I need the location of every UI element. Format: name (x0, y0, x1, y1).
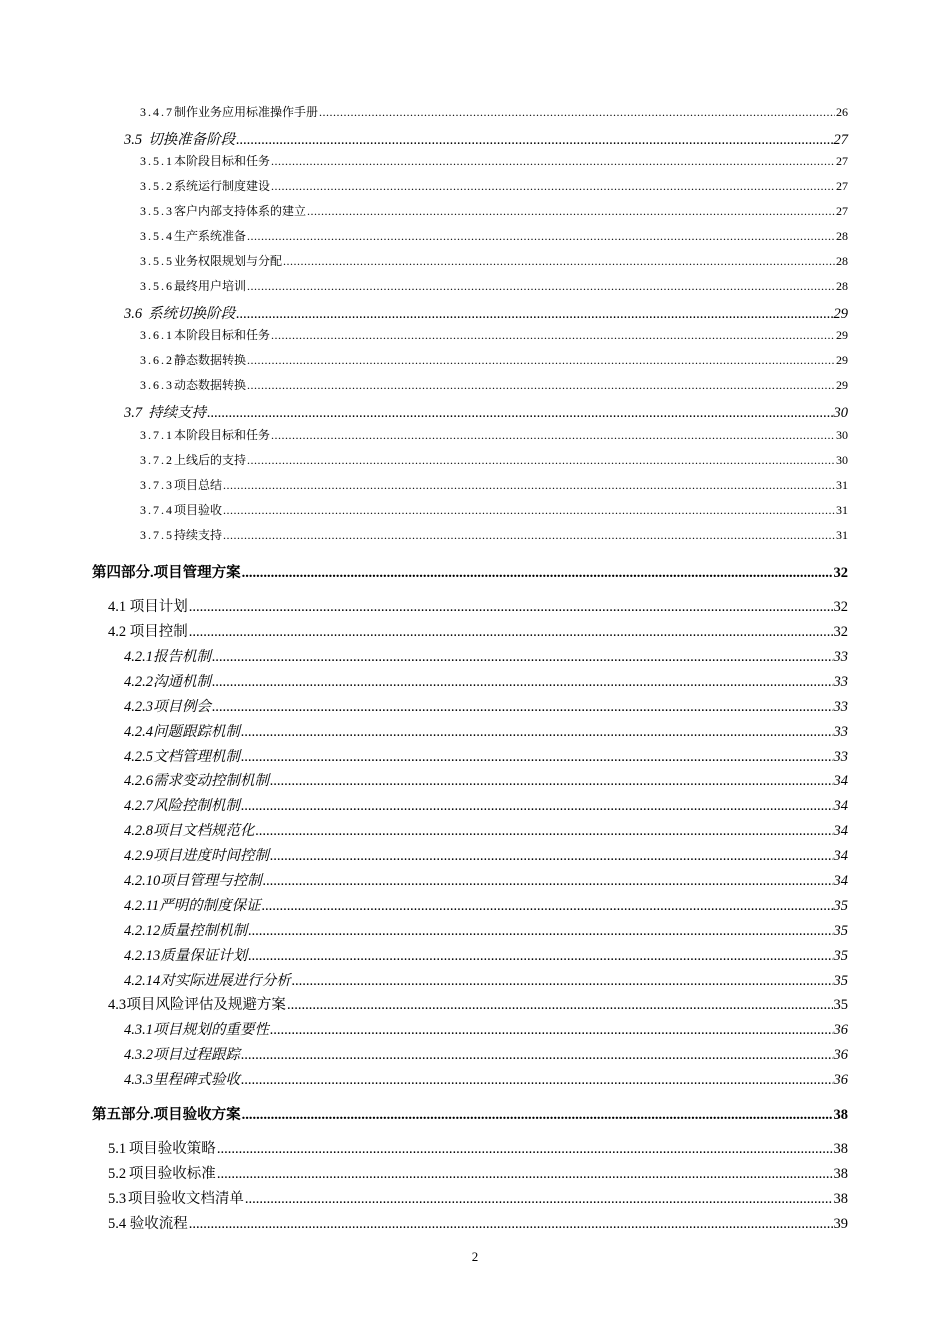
dot-leader (189, 624, 833, 641)
toc-entry-number: 3.7 (124, 405, 143, 421)
dot-leader (212, 699, 833, 716)
dot-leader (263, 873, 833, 890)
toc-entry-number: 第五部分. (92, 1107, 154, 1123)
toc-entry-page: 30 (836, 428, 848, 442)
toc-entry-title: 项目总结 (174, 478, 223, 492)
dot-leader (236, 306, 832, 323)
toc-entry-title: 静态数据转换 (174, 353, 247, 367)
dot-leader (189, 1216, 833, 1233)
dot-leader (271, 154, 835, 169)
toc-entry-title: 质量控制机制 (160, 923, 248, 939)
toc-entry-page: 33 (833, 649, 848, 665)
toc-entry-page: 38 (833, 1166, 848, 1182)
dot-leader (223, 528, 835, 543)
toc-entry-number: 第四部分. (92, 565, 154, 581)
dot-leader (241, 798, 833, 815)
toc-entry-number: 5.1 (108, 1141, 127, 1157)
dot-leader (189, 599, 833, 616)
dot-leader (207, 405, 832, 422)
dot-leader (271, 328, 835, 343)
toc-entry-title: 验收流程 (129, 1216, 188, 1232)
toc-entry-page: 38 (833, 1191, 848, 1207)
toc-entry-number: 3.5.6 (140, 279, 174, 293)
toc-entry-title: 持续支持 (174, 528, 223, 542)
toc-entry-number: 3.5.2 (140, 179, 174, 193)
toc-entry[interactable] (124, 695, 848, 716)
toc-entry-page: 33 (833, 724, 848, 740)
toc-entry-page: 33 (833, 749, 848, 765)
toc-entry-number: 3.7.2 (140, 453, 174, 467)
toc-entry-number: 4.2.14 (124, 973, 161, 989)
dot-leader (241, 1047, 833, 1064)
toc-entry-title: 客户内部支持体系的建立 (174, 204, 307, 218)
toc-entry-page: 32 (833, 565, 848, 581)
toc-entry[interactable] (124, 919, 848, 940)
toc-entry-page: 27 (836, 204, 848, 218)
dot-leader (241, 724, 833, 741)
toc-entry-page: 33 (833, 674, 848, 690)
toc-entry[interactable] (140, 277, 848, 294)
dot-leader (223, 503, 835, 518)
toc-entry-title: 项目规划的重要性 (153, 1022, 269, 1038)
toc-entry-title: 项目管理与控制 (160, 873, 262, 889)
toc-entry[interactable] (124, 670, 848, 691)
toc-entry-page: 27 (833, 132, 848, 148)
toc-entry-page: 36 (833, 1072, 848, 1088)
toc-entry-title: 业务权限规划与分配 (174, 254, 283, 268)
toc-entry-title: 风险控制机制 (153, 798, 240, 814)
toc-entry-number: 4.2.2 (124, 674, 153, 690)
toc-entry-page: 28 (836, 229, 848, 243)
toc-entry-number: 4.2.7 (124, 798, 153, 814)
toc-entry[interactable] (124, 302, 848, 323)
toc-entry-page: 38 (833, 1141, 848, 1157)
dot-leader (248, 923, 832, 940)
toc-entry-title: 严明的制度保证 (159, 898, 261, 914)
toc-entry-number: 5.3 (108, 1191, 127, 1207)
toc-entry[interactable] (124, 745, 848, 766)
dot-leader (247, 279, 835, 294)
dot-leader (248, 948, 832, 965)
toc-entry-title: 里程碑式验收 (153, 1072, 240, 1088)
toc-entry-number: 4.1 (108, 599, 127, 615)
toc-entry-number: 3.6.1 (140, 328, 174, 342)
toc-entry-page: 35 (833, 898, 848, 914)
toc-entry[interactable] (140, 526, 848, 543)
toc-entry-number: 4.3.1 (124, 1022, 153, 1038)
toc-entry[interactable] (140, 252, 848, 269)
toc-entry-page: 32 (833, 599, 848, 615)
toc-entry-page: 36 (833, 1022, 848, 1038)
toc-entry[interactable] (140, 426, 848, 443)
toc-entry-page: 29 (836, 328, 848, 342)
toc-entry-page: 31 (836, 503, 848, 517)
toc-entry[interactable] (108, 993, 848, 1014)
toc-entry-page: 35 (833, 997, 848, 1013)
toc-entry-page: 33 (833, 699, 848, 715)
dot-leader (217, 1141, 833, 1158)
toc-entry[interactable] (124, 1068, 848, 1089)
toc-entry[interactable] (140, 202, 848, 219)
dot-leader (236, 132, 832, 149)
dot-leader (292, 973, 833, 990)
toc-entry-page: 34 (833, 823, 848, 839)
toc-entry[interactable] (124, 128, 848, 149)
toc-entry-number: 3.7.5 (140, 528, 174, 542)
toc-entry[interactable] (140, 351, 848, 368)
toc-entry-title: 项目控制 (129, 624, 188, 640)
toc-entry[interactable] (124, 844, 848, 865)
toc-entry-page: 31 (836, 478, 848, 492)
toc-entry-title: 系统切换阶段 (148, 306, 236, 322)
dot-leader (287, 997, 833, 1014)
toc-entry-title: 本阶段目标和任务 (174, 328, 271, 342)
toc-entry-page: 32 (833, 624, 848, 640)
toc-entry-title: 项目进度时间控制 (153, 848, 269, 864)
toc-entry-title: 报告机制 (153, 649, 211, 665)
toc-entry[interactable] (108, 1212, 848, 1233)
toc-entry-title: 项目验收 (174, 503, 223, 517)
toc-entry-page: 29 (833, 306, 848, 322)
toc-entry[interactable] (124, 894, 848, 915)
toc-entry-number: 4.2.10 (124, 873, 161, 889)
toc-entry-number: 4.2.3 (124, 699, 153, 715)
toc-entry-page: 28 (836, 279, 848, 293)
toc-entry[interactable] (108, 620, 848, 641)
dot-leader (256, 823, 833, 840)
toc-entry-number: 3.4.7 (140, 105, 174, 119)
toc-entry[interactable] (140, 326, 848, 343)
toc-entry-number: 3.7.4 (140, 503, 174, 517)
dot-leader (223, 478, 835, 493)
toc-entry-title: 本阶段目标和任务 (174, 154, 271, 168)
toc-entry-title: 问题跟踪机制 (153, 724, 240, 740)
dot-leader (217, 1166, 833, 1183)
dot-leader (242, 1107, 833, 1124)
dot-leader (319, 105, 835, 120)
dot-leader (270, 1022, 833, 1039)
toc-entry[interactable] (140, 177, 848, 194)
toc-entry-page: 34 (833, 848, 848, 864)
toc-entry-title: 需求变动控制机制 (153, 773, 269, 789)
dot-leader (245, 1191, 833, 1208)
toc-entry[interactable] (124, 869, 848, 890)
toc-entry-page: 27 (836, 179, 848, 193)
toc-entry-title: 项目文档规范化 (153, 823, 255, 839)
toc-entry-page: 34 (833, 873, 848, 889)
toc-entry-number: 5.4 (108, 1216, 127, 1232)
toc-entry[interactable] (124, 1043, 848, 1064)
toc-entry-number: 3.6.3 (140, 378, 174, 392)
toc-entry-page: 26 (836, 105, 848, 119)
toc-entry-number: 3.5.5 (140, 254, 174, 268)
toc-entry-title: 制作业务应用标准操作手册 (174, 105, 319, 119)
toc-entry-title: 文档管理机制 (153, 749, 240, 765)
dot-leader (247, 453, 835, 468)
toc-entry-page: 36 (833, 1047, 848, 1063)
toc-entry[interactable] (140, 451, 848, 468)
toc-entry-title: 项目过程跟踪 (153, 1047, 240, 1063)
toc-entry-number: 4.2.5 (124, 749, 153, 765)
dot-leader (241, 749, 833, 766)
toc-entry-title: 本阶段目标和任务 (174, 428, 271, 442)
toc-entry-title: 项目管理方案 (153, 565, 241, 581)
toc-entry-title: 项目计划 (129, 599, 188, 615)
dot-leader (241, 1072, 833, 1089)
toc-entry-number: 3.7.1 (140, 428, 174, 442)
toc-entry-title: 生产系统准备 (174, 229, 247, 243)
toc-entry-page: 27 (836, 154, 848, 168)
dot-leader (247, 229, 835, 244)
toc-entry-title: 项目验收方案 (153, 1107, 241, 1123)
dot-leader (212, 674, 833, 691)
toc-entry-title: 项目验收策略 (128, 1141, 216, 1157)
toc-entry-title: 项目风险评估及规避方案 (126, 997, 286, 1013)
toc-entry-number: 3.5.4 (140, 229, 174, 243)
toc-entry-page: 31 (836, 528, 848, 542)
toc-entry-page: 35 (833, 973, 848, 989)
toc-entry[interactable] (140, 152, 848, 169)
toc-entry[interactable] (140, 376, 848, 393)
toc-entry[interactable] (108, 595, 848, 616)
toc-entry-number: 4.2.1 (124, 649, 153, 665)
dot-leader (262, 898, 833, 915)
toc-entry-number: 4.2 (108, 624, 127, 640)
toc-entry-title: 项目验收文档清单 (127, 1191, 244, 1207)
toc-entry-title: 项目验收标准 (128, 1166, 216, 1182)
toc-entry-number: 4.2.6 (124, 773, 153, 789)
dot-leader (283, 254, 835, 269)
toc-entry[interactable] (124, 769, 848, 790)
toc-entry[interactable] (124, 1018, 848, 1039)
toc-entry[interactable] (124, 645, 848, 666)
toc-entry-number: 4.2.11 (124, 898, 160, 914)
toc-entry[interactable] (140, 476, 848, 493)
toc-entry[interactable] (124, 794, 848, 815)
toc-entry[interactable] (124, 401, 848, 422)
toc-entry[interactable] (92, 1103, 848, 1124)
toc-entry-number: 4.3.3 (124, 1072, 153, 1088)
toc-entry-number: 4.2.4 (124, 724, 153, 740)
toc-entry[interactable] (108, 1162, 848, 1183)
toc-entry-number: 3.7.3 (140, 478, 174, 492)
toc-entry[interactable] (92, 561, 848, 582)
toc-entry-number: 4.2.12 (124, 923, 161, 939)
toc-entry-page: 29 (836, 353, 848, 367)
dot-leader (271, 179, 835, 194)
toc-entry-page: 30 (833, 405, 848, 421)
toc-entry-page: 35 (833, 948, 848, 964)
toc-entry-title: 上线后的支持 (174, 453, 247, 467)
toc-entry[interactable] (124, 819, 848, 840)
toc-entry-page: 35 (833, 923, 848, 939)
toc-entry[interactable] (140, 501, 848, 518)
toc-entry-number: 3.5.3 (140, 204, 174, 218)
toc-entry-number: 4.2.9 (124, 848, 153, 864)
toc-entry-number: 4.2.8 (124, 823, 153, 839)
dot-leader (242, 565, 833, 582)
toc-entry-title: 对实际进展进行分析 (160, 973, 291, 989)
toc-entry-title: 沟通机制 (153, 674, 211, 690)
toc-entry-page: 39 (833, 1216, 848, 1232)
toc-entry[interactable] (124, 944, 848, 965)
toc-entry-number: 3.6.2 (140, 353, 174, 367)
toc-entry-title: 持续支持 (148, 405, 207, 421)
toc-entry-title: 质量保证计划 (160, 948, 248, 964)
toc-entry[interactable] (140, 103, 848, 120)
dot-leader (270, 848, 833, 865)
toc-entry-title: 项目例会 (153, 699, 211, 715)
dot-leader (307, 204, 835, 219)
toc-entry-number: 4.2.13 (124, 948, 161, 964)
toc-entry-number: 5.2 (108, 1166, 127, 1182)
dot-leader (247, 353, 835, 368)
dot-leader (247, 378, 835, 393)
toc-entry-title: 最终用户培训 (174, 279, 247, 293)
toc-entry[interactable] (108, 1187, 848, 1208)
toc-entry-number: 3.6 (124, 306, 143, 322)
toc-entry-number: 3.5.1 (140, 154, 174, 168)
dot-leader (270, 773, 833, 790)
toc-entry-page: 34 (833, 773, 848, 789)
toc-entry-page: 30 (836, 453, 848, 467)
toc-entry-number: 4.3.2 (124, 1047, 153, 1063)
toc-entry-title: 动态数据转换 (174, 378, 247, 392)
toc-entry-title: 切换准备阶段 (148, 132, 236, 148)
toc-entry-page: 34 (833, 798, 848, 814)
toc-entry-page: 29 (836, 378, 848, 392)
toc-entry[interactable] (108, 1137, 848, 1158)
toc-entry-page: 38 (833, 1107, 848, 1123)
toc-entry-title: 系统运行制度建设 (174, 179, 271, 193)
page-number: 2 (471, 1249, 479, 1264)
toc-entry[interactable] (124, 969, 848, 990)
toc-entry-number: 3.5 (124, 132, 143, 148)
toc-entry[interactable] (140, 227, 848, 244)
dot-leader (271, 428, 835, 443)
dot-leader (212, 649, 833, 666)
toc-entry-number: 4.3 (108, 997, 127, 1013)
toc-entry-page: 28 (836, 254, 848, 268)
toc-entry[interactable] (124, 720, 848, 741)
